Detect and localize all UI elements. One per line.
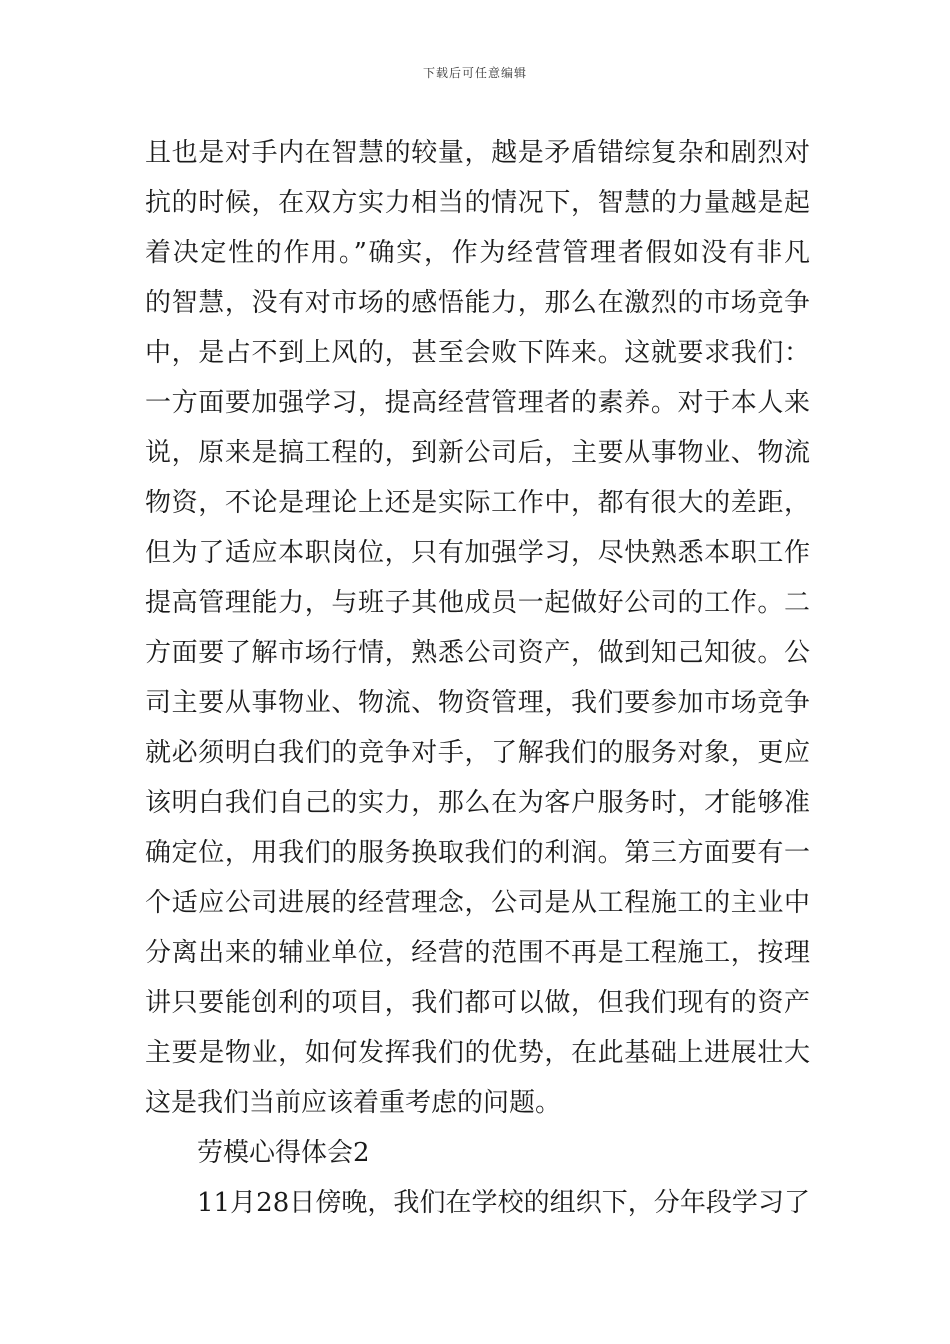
text-line: 讲只要能创利的项目，我们都可以做，但我们现有的资产 (145, 988, 810, 1018)
text-line: 个适应公司进展的经营理念，公司是从工程施工的主业中 (145, 888, 810, 918)
text-line: 中，是占不到上风的，甚至会败下阵来。这就要求我们： (145, 338, 810, 368)
text-line: 司主要从事物业、物流、物资管理，我们要参加市场竞争 (145, 688, 810, 718)
text-line-paragraph-end: 这是我们当前应该着重考虑的问题。 (145, 1088, 562, 1118)
text-line: 分离出来的辅业单位，经营的范围不再是工程施工，按理 (145, 938, 810, 968)
document-body (145, 128, 810, 1228)
text-line: 提高管理能力，与班子其他成员一起做好公司的工作。二 (145, 588, 810, 618)
text-line: 该明白我们自己的实力，那么在为客户服务时，才能够准 (145, 788, 810, 818)
text-line: 的智慧，没有对市场的感悟能力，那么在激烈的市场竞争 (145, 288, 810, 318)
next-paragraph-first-line: 11月28日傍晚，我们在学校的组织下，分年段学习了 (197, 1188, 810, 1218)
text-line: 说，原来是搞工程的，到新公司后，主要从事物业、物流 (145, 438, 810, 468)
text-line: 方面要了解市场行情，熟悉公司资产，做到知己知彼。公 (145, 638, 810, 668)
text-line: 物资，不论是理论上还是实际工作中，都有很大的差距， (145, 488, 810, 518)
text-line: 主要是物业，如何发挥我们的优势，在此基础上进展壮大 (145, 1038, 810, 1068)
page-header: 下载后可任意编辑 (422, 66, 527, 80)
text-line: 且也是对手内在智慧的较量，越是矛盾错综复杂和剧烈对 (145, 138, 810, 168)
text-line: 一方面要加强学习，提高经营管理者的素养。对于本人来 (145, 388, 810, 418)
text-line: 着决定性的作用。”确实，作为经营管理者假如没有非凡 (145, 238, 810, 268)
text-line: 抗的时候，在双方实力相当的情况下，智慧的力量越是起 (145, 188, 810, 218)
text-line: 但为了适应本职岗位，只有加强学习，尽快熟悉本职工作 (145, 538, 810, 568)
section-heading: 劳模心得体会2 (197, 1138, 370, 1168)
text-line: 就必须明白我们的竞争对手，了解我们的服务对象，更应 (145, 738, 810, 768)
text-line: 确定位，用我们的服务换取我们的利润。第三方面要有一 (145, 838, 810, 868)
